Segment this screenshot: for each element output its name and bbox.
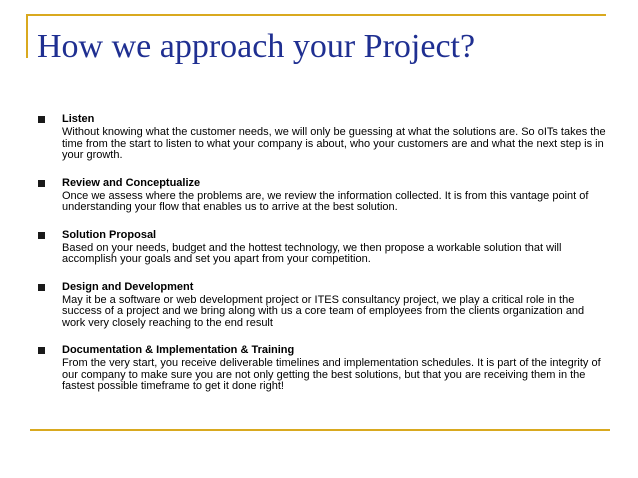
list-item-design — [30, 281, 610, 330]
list-item-documentation — [30, 344, 610, 393]
item-heading: Review and Conceptualize — [62, 176, 201, 189]
top-rule — [26, 14, 606, 16]
list-item-listen — [30, 113, 610, 162]
square-bullet-icon — [38, 180, 45, 187]
item-body: From the very start, you receive deliverable timelines and implementation schedules. It is part of the integrity of our company to make sure you are not only getting the best solutions, but that you are receiving them in the fastest possible timeframe to get it done right! — [62, 357, 601, 392]
item-body: May it be a software or web development project or ITES consultancy project, we play a critical role in the success of a project and we bring along with us a core team of employees from the clients organization and work very closely reaching to the end result — [62, 293, 585, 329]
item-body: Without knowing what the customer needs, we will only be guessing at what the solutions are. So oITs takes the time from the start to listen to what your company is about, who your customers are and what the next step is in your growth. — [62, 126, 606, 161]
approach-list — [30, 113, 610, 408]
bottom-rule — [30, 429, 610, 431]
slide-title: How we approach your Project? — [37, 28, 476, 65]
item-heading: Listen — [62, 113, 95, 125]
left-rule — [26, 14, 28, 58]
list-item-solution — [30, 229, 610, 266]
square-bullet-icon — [38, 284, 45, 291]
item-heading: Design and Development — [62, 280, 194, 293]
item-heading: Documentation & Implementation & Training — [62, 344, 295, 356]
item-body: Based on your needs, budget and the hottest technology, we then propose a workable solution that will accomplish your goals and set you apart from your competition. — [62, 241, 562, 265]
square-bullet-icon — [38, 232, 45, 239]
square-bullet-icon — [38, 347, 45, 354]
item-heading: Solution Proposal — [62, 228, 157, 241]
square-bullet-icon — [38, 116, 45, 123]
item-body: Once we assess where the problems are, we review the information collected. It is from this vantage point of understanding your flow that enables us to arrive at the best solution. — [62, 189, 589, 213]
list-item-review — [30, 177, 610, 214]
